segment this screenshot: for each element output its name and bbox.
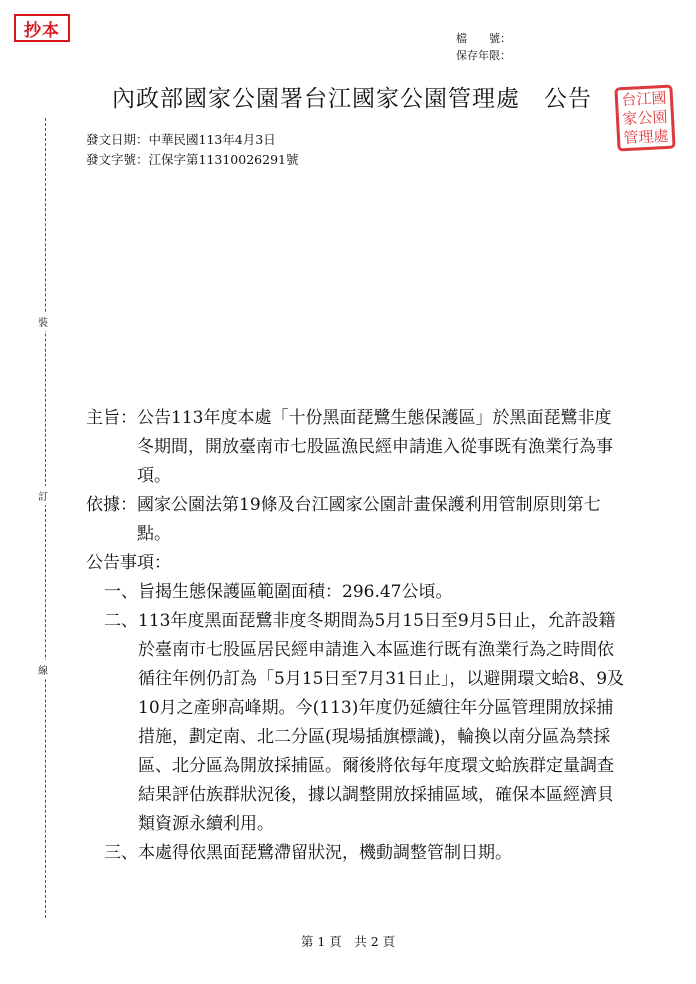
binding-mark: 線 [38, 660, 48, 679]
item-text: 本處得依黑面琵鷺滯留狀況，機動調整管制日期。 [138, 843, 512, 863]
retention-label: 保存年限： [456, 49, 511, 62]
copy-stamp: 抄本 [14, 14, 70, 42]
subject-text: 公告113年度本處「十份黑面琵鷺生態保護區」於黑面琵鷺非度冬期間，開放臺南市七股區漁民經申請進入從事既有漁業行為事項。 [137, 408, 613, 486]
basis-label: 依據： [86, 495, 137, 515]
binding-mark: 裝 [38, 312, 48, 331]
announcement-body [86, 404, 626, 868]
page-title: 內政部國家公園署台江國家公園管理處 公告 [112, 86, 592, 112]
subject-label: 主旨： [86, 408, 137, 428]
binding-mark: 訂 [38, 486, 48, 505]
item-text: 旨揭生態保護區範圍面積：296.47公頃。 [138, 582, 453, 602]
issue-date: 發文日期：中華民國113年4月3日 [86, 132, 276, 147]
issue-info [86, 130, 298, 170]
item-number: 三、 [104, 843, 138, 863]
item-text: 113年度黑面琵鷺非度冬期間為5月15日至9月5日止，允許設籍於臺南市七股區居民經申請進入本區進行既有漁業行為之時間依循往年例仍訂為「5月15日至7月31日止」，以避開環文蛤8、9及10月之產卵高峰期。今(113)年度仍延續往年分區管理開放採捕措施，劃定南、北二分區(現場插旗標識)，輪換以南分區為禁採區、北分區為開放採捕區。爾後將依每年度環文蛤族群定量調查結果評估族群狀況後，據以調整開放採捕區域，確保本區經濟貝類資源永續利用。 [138, 611, 625, 834]
subject-row [86, 404, 626, 491]
list-item [86, 607, 626, 839]
page-number: 第 1 頁 共 2 頁 [300, 934, 396, 949]
file-number-label: 檔 號： [456, 32, 511, 45]
basis-row [86, 491, 626, 549]
issue-number: 發文字號：江保字第11310026291號 [86, 152, 299, 167]
official-seal: 台江國家公園管理處 [614, 85, 675, 152]
item-number: 二、 [104, 611, 138, 631]
list-item [86, 578, 626, 607]
item-number: 一、 [104, 582, 138, 602]
file-meta [456, 30, 511, 64]
list-item [86, 839, 626, 868]
basis-text: 國家公園法第19條及台江國家公園計畫保護利用管制原則第七點。 [137, 495, 601, 544]
items-heading: 公告事項： [86, 553, 171, 573]
binding-line [45, 118, 46, 918]
